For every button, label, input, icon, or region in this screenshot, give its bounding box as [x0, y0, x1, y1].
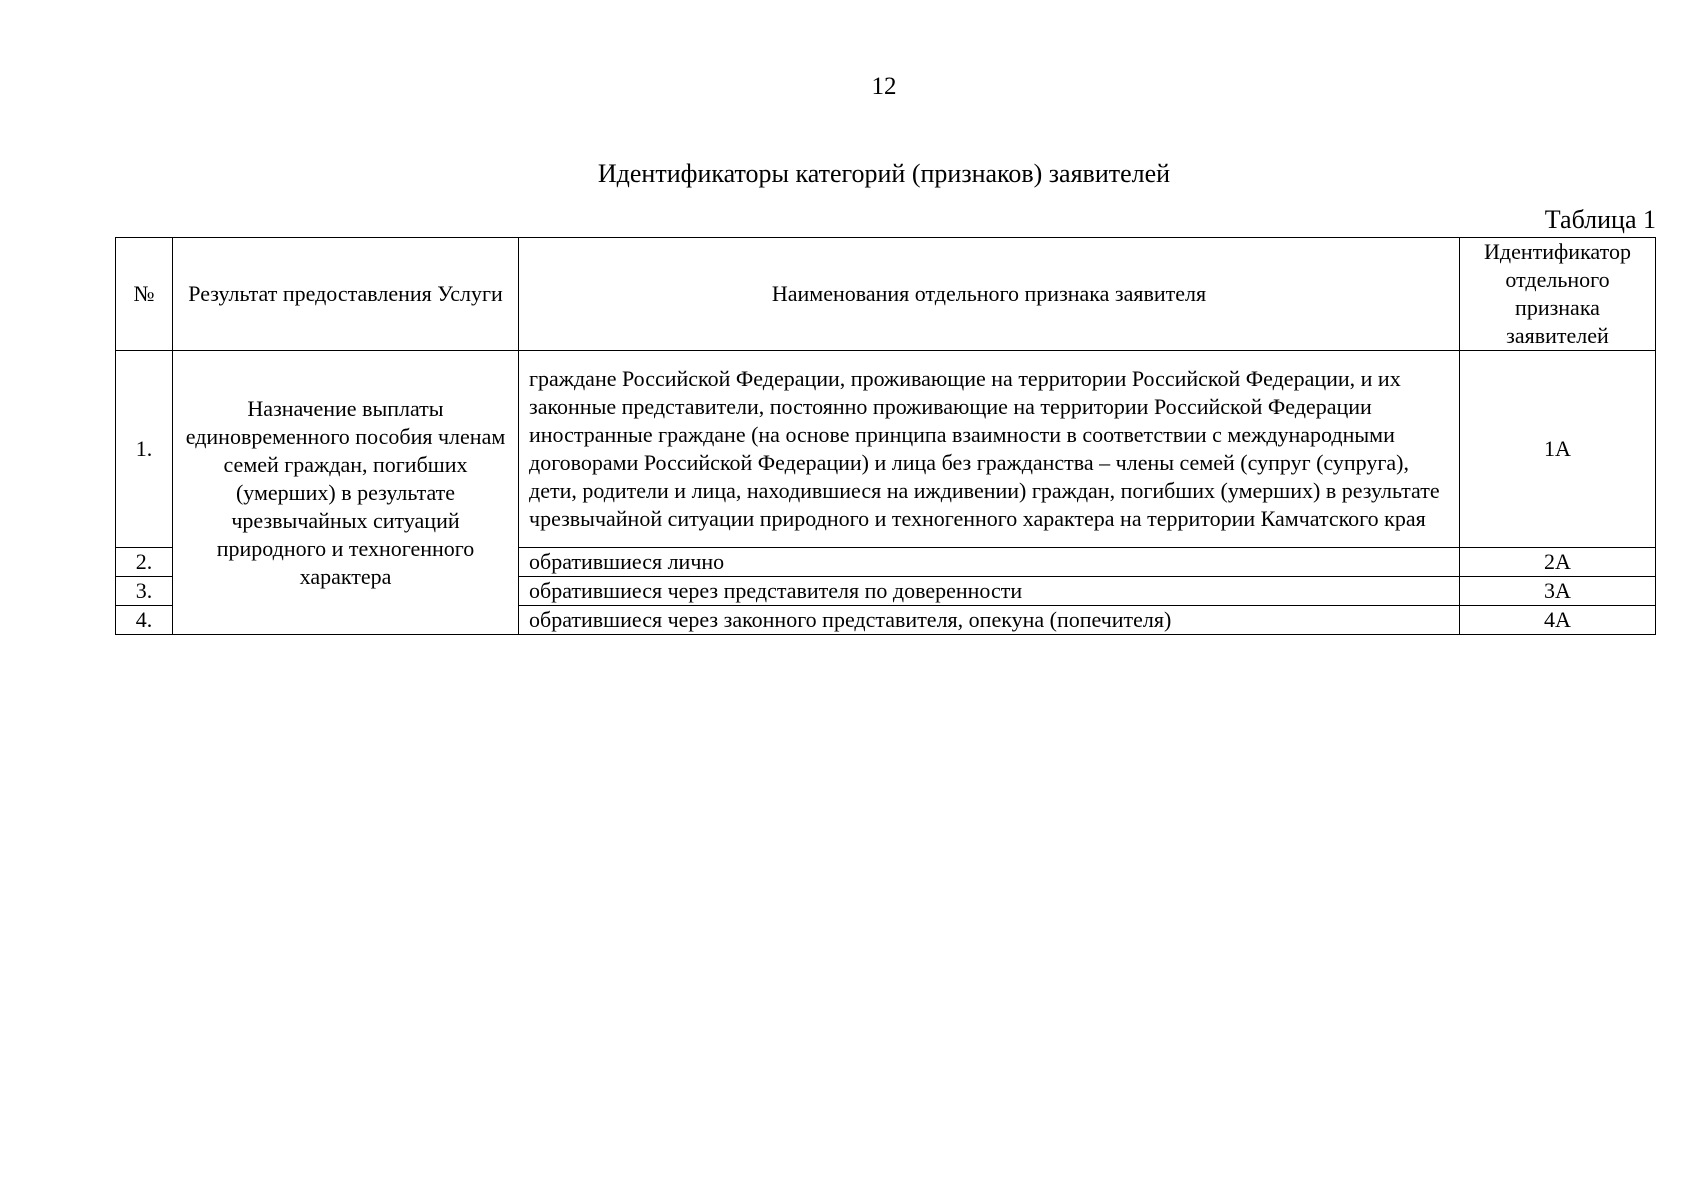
- table-label: Таблица 1: [1544, 205, 1656, 234]
- applicant-feature-name: обратившиеся лично: [519, 548, 1460, 577]
- page-number: 12: [871, 73, 897, 100]
- row-number: 2.: [116, 548, 173, 577]
- header-result: Результат предоставления Услуги: [173, 238, 519, 351]
- header-num: №: [116, 238, 173, 351]
- feature-identifier: 2А: [1460, 548, 1656, 577]
- applicant-feature-name: обратившиеся через представителя по доверенности: [519, 577, 1460, 606]
- header-name: Наименования отдельного признака заявителя: [519, 238, 1460, 351]
- table-header-row: [116, 238, 1656, 351]
- row-number: 1.: [116, 351, 173, 548]
- feature-identifier: 4А: [1460, 606, 1656, 635]
- applicant-feature-name: обратившиеся через законного представителя, опекуна (попечителя): [519, 606, 1460, 635]
- applicant-feature-name: граждане Российской Федерации, проживающие на территории Российской Федерации, и их законные представители, постоянно проживающие на территории Российской Федерации иностранные граждане (на основе принципа взаимности в соответствии с международными договорами Российской Федерации) и лица без гражданства – члены семей (супруг (супруга), дети, родители и лица, находившиеся на иждивении) граждан, погибших (умерших) в результате чрезвычайной ситуации природного и техногенного характера на территории Камчатского края: [519, 351, 1460, 548]
- header-identifier: Идентификатор отдельного признака заявителей: [1460, 238, 1656, 351]
- row-number: 3.: [116, 577, 173, 606]
- table-row: [116, 351, 1656, 548]
- feature-identifier: 1А: [1460, 351, 1656, 548]
- applicant-categories-table: [115, 237, 1656, 635]
- service-result-cell: Назначение выплаты единовременного пособия членам семей граждан, погибших (умерших) в результате чрезвычайных ситуаций природного и техногенного характера: [173, 351, 519, 635]
- row-number: 4.: [116, 606, 173, 635]
- feature-identifier: 3А: [1460, 577, 1656, 606]
- document-title: Идентификаторы категорий (признаков) заявителей: [597, 159, 1171, 188]
